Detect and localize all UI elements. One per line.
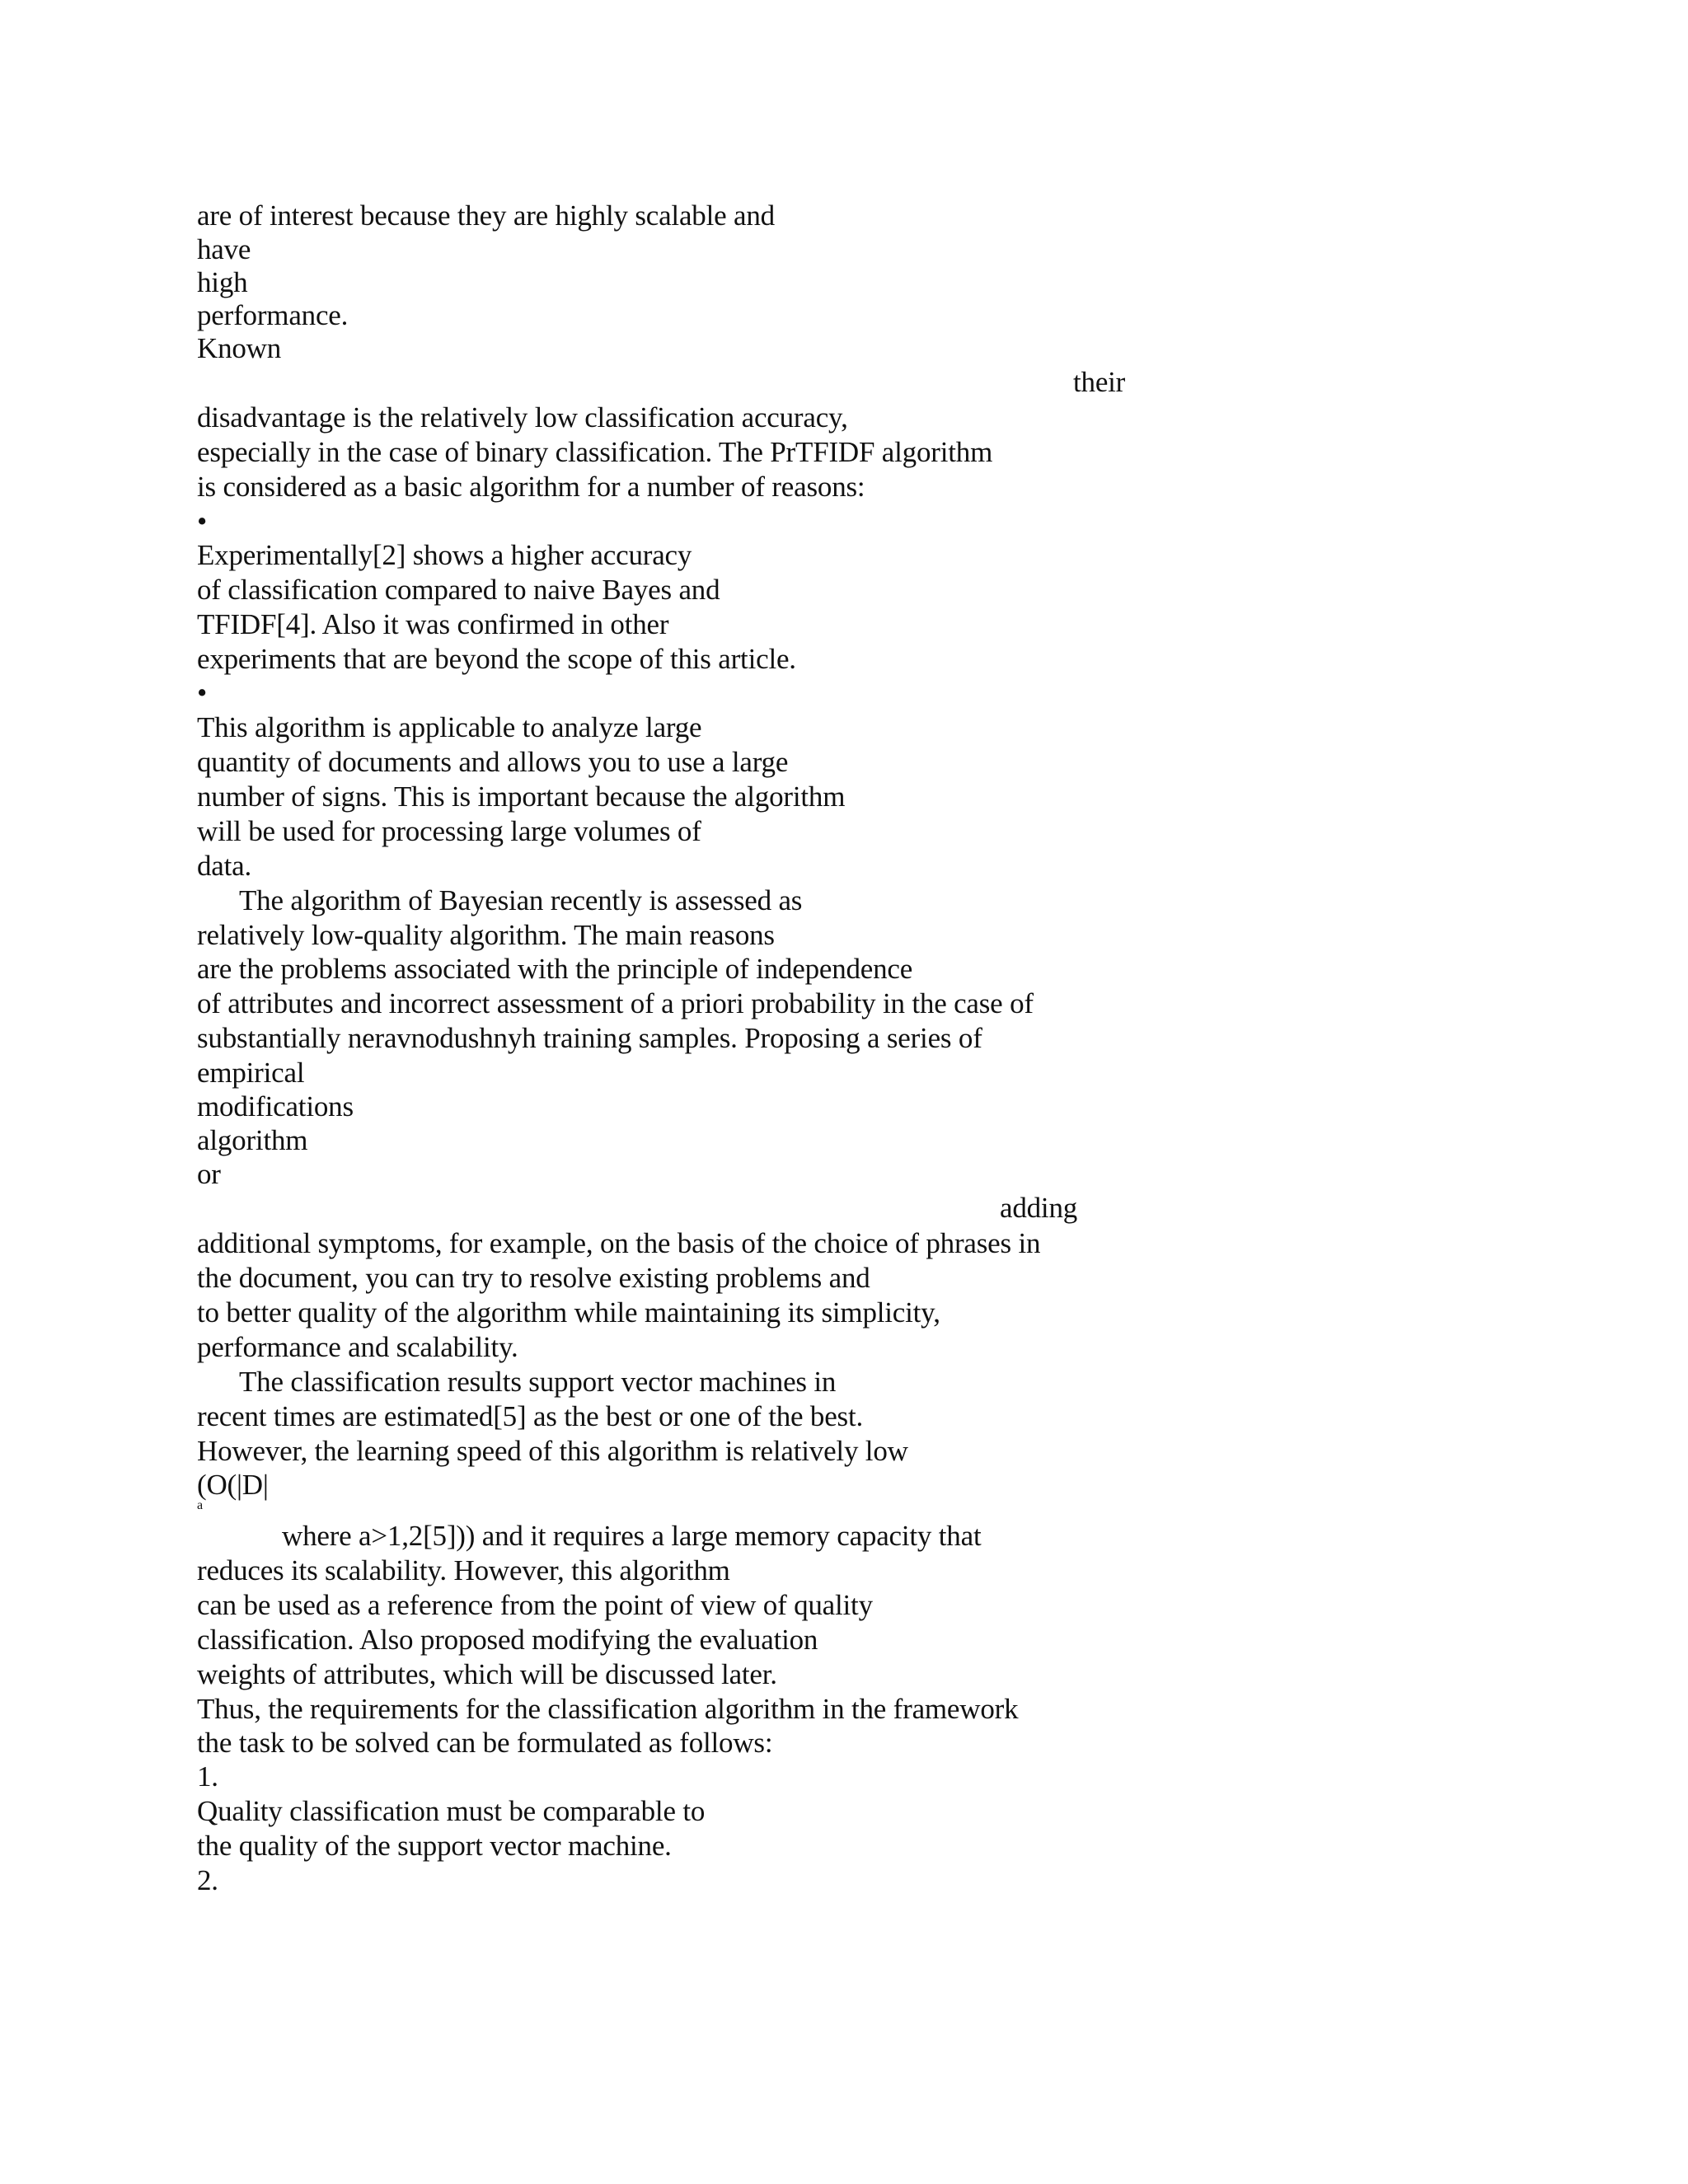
text-line: high [197, 266, 248, 298]
text-line: of classification compared to naive Bayes and [197, 574, 720, 606]
text-line: is considered as a basic algorithm for a number of reasons: [197, 471, 865, 503]
text-line: adding [1000, 1192, 1078, 1224]
text-line: experiments that are beyond the scope of this article. [197, 643, 796, 675]
text-line: The classification results support vector machines in [239, 1366, 837, 1398]
text-line: weights of attributes, which will be discussed later. [197, 1658, 777, 1690]
text-line: substantially neravnodushnyh training samples. Proposing a series of [197, 1022, 982, 1054]
list-number: 2. [197, 1864, 218, 1896]
text-line: empirical [197, 1057, 305, 1089]
text-line: to better quality of the algorithm while maintaining its simplicity, [197, 1296, 940, 1329]
text-line: number of signs. This is important because the algorithm [197, 780, 846, 813]
text-line: reduces its scalability. However, this algorithm [197, 1554, 730, 1586]
text-line: additional symptoms, for example, on the basis of the choice of phrases in [197, 1227, 1041, 1259]
bullet-marker: • [197, 505, 208, 537]
text-line: the document, you can try to resolve existing problems and [197, 1262, 870, 1294]
text-line: modifications [197, 1090, 354, 1122]
text-line: the quality of the support vector machine. [197, 1830, 672, 1862]
text-line: TFIDF[4]. Also it was confirmed in other [197, 608, 669, 640]
bullet-marker: • [197, 677, 208, 709]
text-line: algorithm [197, 1124, 308, 1156]
text-line: relatively low-quality algorithm. The main reasons [197, 919, 775, 951]
text-line: can be used as a reference from the point of view of quality [197, 1589, 873, 1621]
text-line: Quality classification must be comparable to [197, 1795, 706, 1827]
text-line: Experimentally[2] shows a higher accuracy [197, 539, 692, 571]
text-line: of attributes and incorrect assessment of a priori probability in the case of [197, 987, 1034, 1019]
superscript-mark: a [197, 1498, 204, 1512]
list-number: 1. [197, 1760, 218, 1793]
text-line: have [197, 233, 251, 265]
text-line: quantity of documents and allows you to use a large [197, 746, 789, 778]
text-line: This algorithm is applicable to analyze large [197, 711, 702, 743]
text-line: disadvantage is the relatively low classification accuracy, [197, 401, 848, 434]
text-line: (O(|D| [197, 1469, 269, 1501]
text-line: The algorithm of Bayesian recently is assessed as [239, 884, 803, 916]
text-line: or [197, 1158, 221, 1190]
text-line: will be used for processing large volumes of [197, 815, 701, 847]
text-line: especially in the case of binary classification. The PrTFIDF algorithm [197, 436, 993, 468]
text-line: performance and scalability. [197, 1331, 518, 1363]
text-line: Thus, the requirements for the classification algorithm in the framework [197, 1693, 1019, 1725]
text-line: classification. Also proposed modifying the evaluation [197, 1624, 818, 1656]
text-line: are the problems associated with the principle of independence [197, 953, 913, 985]
text-line: are of interest because they are highly scalable and [197, 199, 775, 232]
text-line: where a>1,2[5])) and it requires a large memory capacity that [282, 1520, 982, 1552]
text-line: recent times are estimated[5] as the best or one of the best. [197, 1400, 864, 1432]
text-line: the task to be solved can be formulated as follows: [197, 1727, 773, 1759]
text-line: performance. [197, 299, 349, 331]
text-line: their [1073, 366, 1126, 398]
text-line: data. [197, 850, 252, 882]
text-line: However, the learning speed of this algorithm is relatively low [197, 1435, 908, 1467]
text-line: Known [197, 332, 282, 364]
